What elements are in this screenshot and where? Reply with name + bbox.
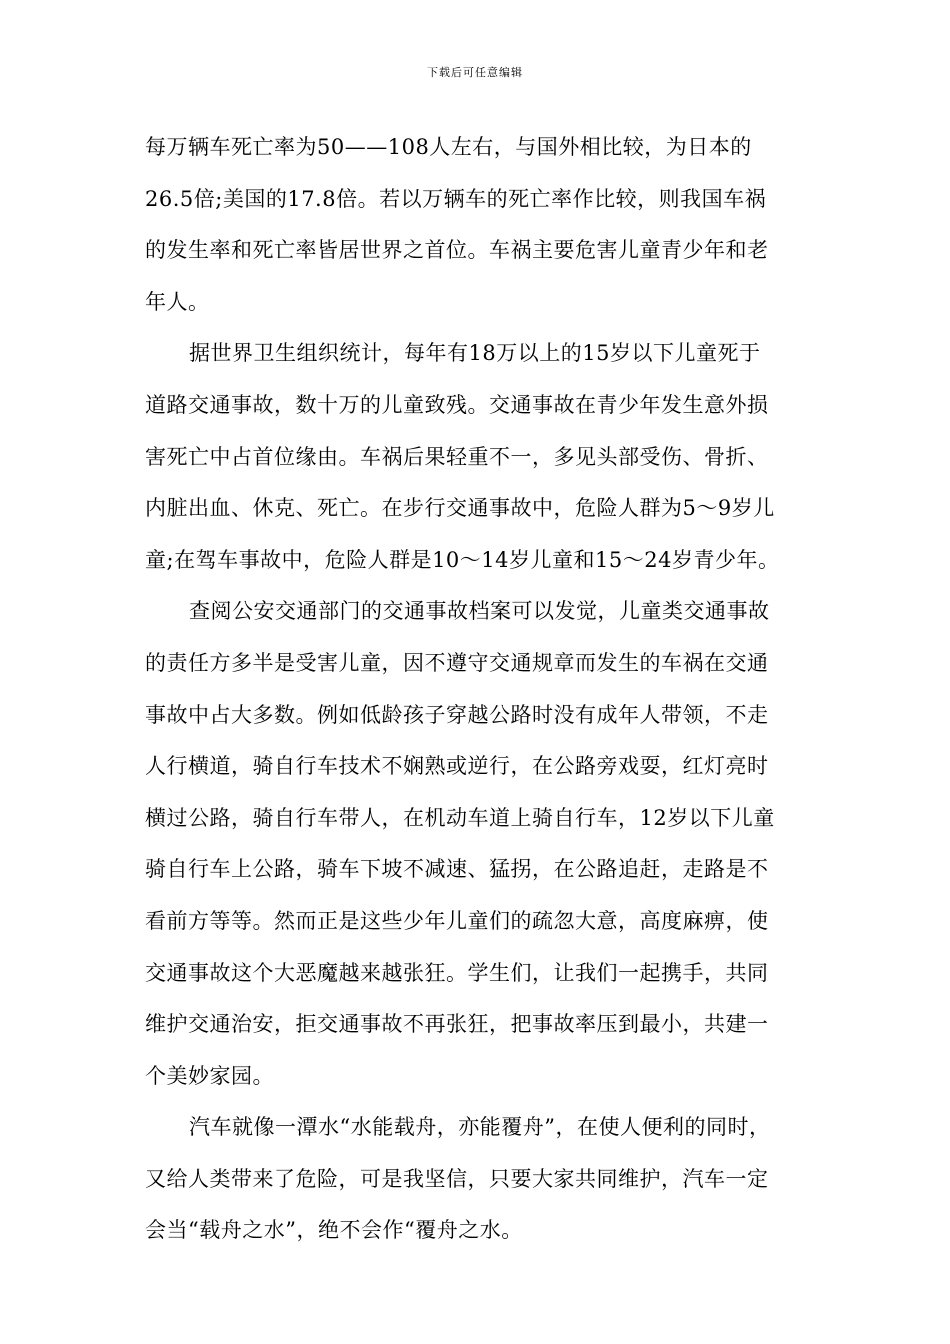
text-line: 维护交通治安，拒交通事故不再张狂，把事故率压到最小，共建一 [145,1012,769,1037]
text-line: 年人。 [145,289,210,314]
page-header: 下载后可任意编辑 [427,66,523,79]
text-line: 据世界卫生组织统计，每年有18万以上的15岁以下儿童死于 [189,341,761,366]
text-line: 每万辆车死亡率为50——108人左右，与国外相比较，为日本的 [145,135,752,159]
text-line: 的责任方多半是受害儿童，因不遵守交通规章而发生的车祸在交通 [145,650,769,675]
text-line: 看前方等等。然而正是这些少年儿童们的疏忽大意，高度麻痹，使 [145,908,769,933]
text-line: 查阅公安交通部门的交通事故档案可以发觉，儿童类交通事故 [189,599,770,624]
text-line: 人行横道，骑自行车技术不娴熟或逆行，在公路旁戏耍，红灯亮时 [145,754,769,779]
paragraph-1 [145,132,805,338]
text-line: 又给人类带来了危险，可是我坚信，只要大家共同维护，汽车一定 [145,1166,769,1191]
paragraph-4 [145,1112,805,1267]
text-line: 童;在驾车事故中，危险人群是10～14岁儿童和15～24岁青少年。 [145,547,780,572]
text-line: 汽车就像一潭水“水能载舟，亦能覆舟”，在使人便利的同时， [189,1115,771,1140]
text-line: 事故中占大多数。例如低龄孩子穿越公路时没有成年人带领，不走 [145,702,769,727]
paragraph-3 [145,596,805,1112]
text-line: 内脏出血、休克、死亡。在步行交通事故中，危险人群为5～9岁儿 [145,496,775,521]
text-line: 交通事故这个大恶魔越来越张狂。学生们，让我们一起携手，共同 [145,960,769,985]
text-line: 会当“载舟之水”，绝不会作“覆舟之水。 [145,1218,523,1243]
text-line: 的发生率和死亡率皆居世界之首位。车祸主要危害儿童青少年和老 [145,238,769,263]
text-line: 横过公路，骑自行车带人，在机动车道上骑自行车，12岁以下儿童 [145,805,775,830]
text-line: 骑自行车上公路，骑车下坡不减速、猛拐，在公路追赶，走路是不 [145,857,769,882]
document-body [145,132,805,1267]
text-line: 个美妙家园。 [145,1063,274,1088]
text-line: 道路交通事故，数十万的儿童致残。交通事故在青少年发生意外损 [145,392,769,417]
text-line: 害死亡中占首位缘由。车祸后果轻重不一，多见头部受伤、骨折、 [145,444,769,469]
text-line: 26.5倍;美国的17.8倍。若以万辆车的死亡率作比较，则我国车祸 [145,186,767,211]
paragraph-2 [145,338,805,596]
